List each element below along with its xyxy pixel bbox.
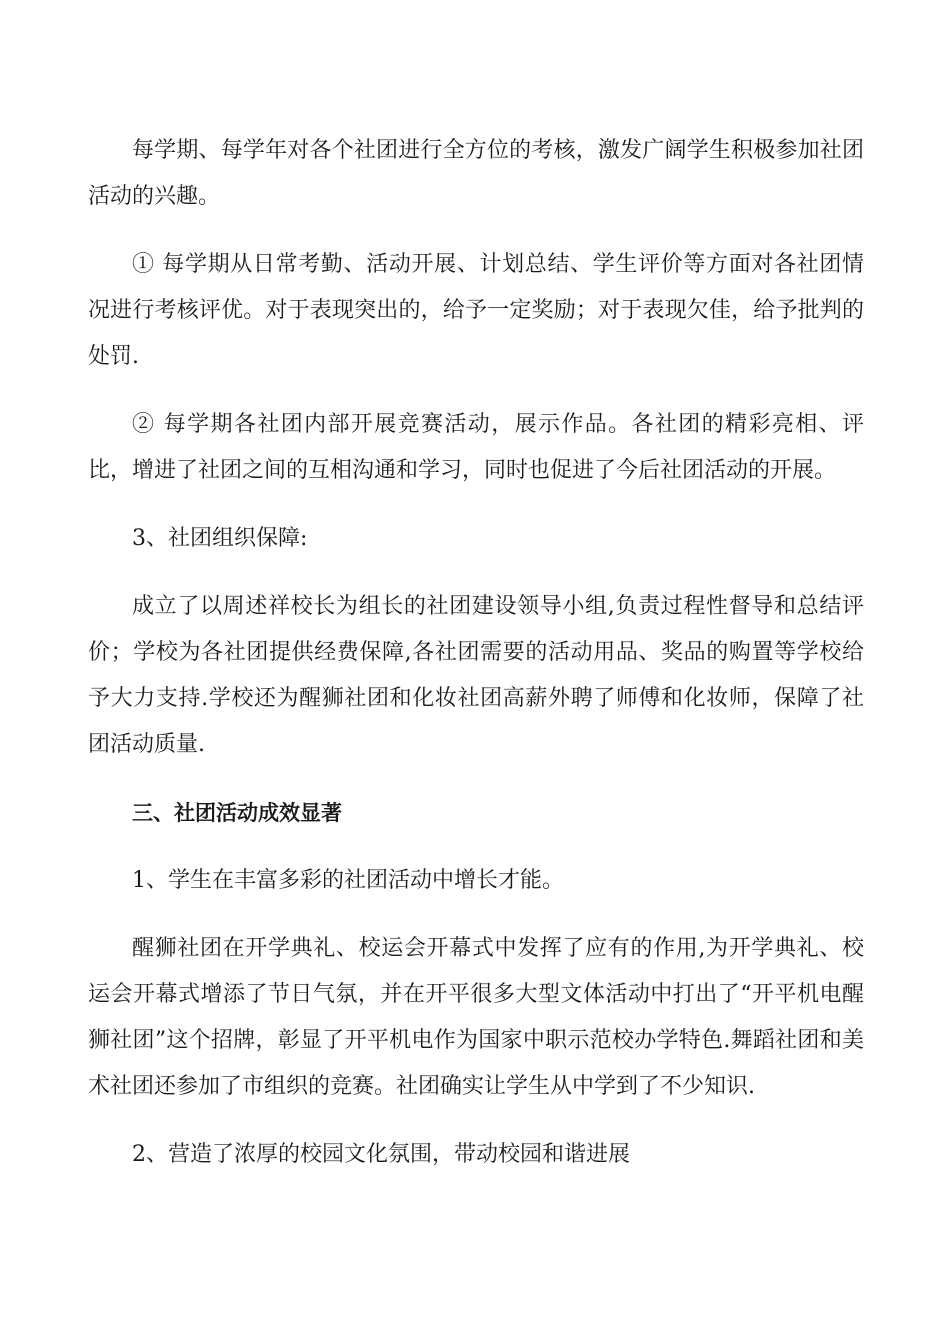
document-body: [88, 128, 864, 1200]
section-heading-results: 三、社团活动成效显著: [132, 801, 342, 825]
paragraph-item-2: ② 每学期各社团内部开展竞赛活动，展示作品。各社团的精彩亮相、评比，增进了社团之间的互相沟通和学习，同时也促进了今后社团活动的开展。: [88, 412, 864, 483]
paragraph-lion-dance: 醒狮社团在开学典礼、校运会开幕式中发挥了应有的作用,为开学典礼、校运会开幕式增添了节日气氛，并在开平很多大型文体活动中打出了“开平机电醒狮社团”这个招牌，彰显了开平机电作为国家中职示范校办学特色.舞蹈社团和美术社团还参加了市组织的竞赛。社团确实让学生从中学到了不少知识.: [88, 936, 864, 1099]
paragraph-leadership-group: 成立了以周述祥校长为组长的社团建设领导小组,负责过程性督导和总结评价；学校为各社团提供经费保障,各社团需要的活动用品、奖品的购置等学校给予大力支持.学校还为醒狮社团和化妆社团高薪外聘了师傅和化妆师，保障了社团活动质量.: [88, 594, 864, 757]
subheading-organization-guarantee: 3、社团组织保障:: [132, 526, 308, 551]
paragraph-item-1: ① 每学期从日常考勤、活动开展、计划总结、学生评价等方面对各社团情况进行考核评优。对于表现突出的，给予一定奖励；对于表现欠佳，给予批判的处罚.: [88, 252, 864, 369]
paragraph-assessment-intro: 每学期、每学年对各个社团进行全方位的考核，激发广阔学生积极参加社团活动的兴趣。: [88, 138, 864, 209]
subheading-campus-culture: 2、营造了浓厚的校园文化氛围，带动校园和谐进展: [132, 1142, 630, 1167]
subheading-students-grow: 1、学生在丰富多彩的社团活动中增长才能。: [132, 868, 564, 893]
